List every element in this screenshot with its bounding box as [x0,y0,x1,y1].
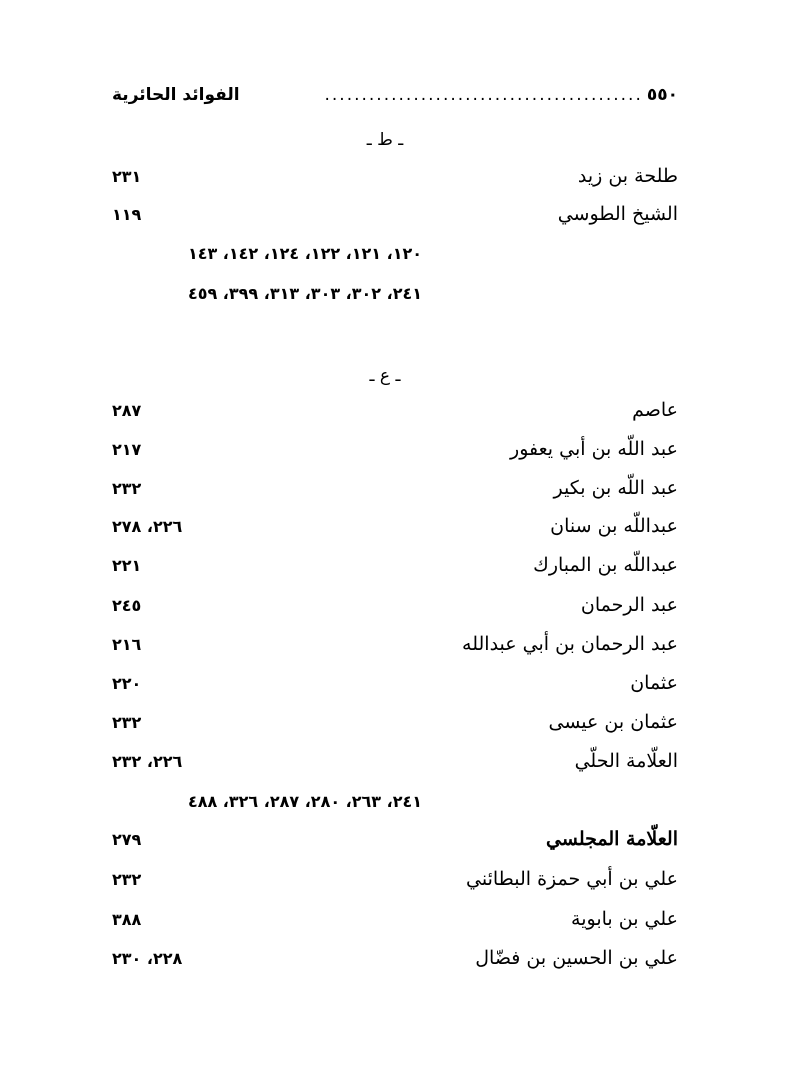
entry-pages-continuation: ١٢٠، ١٢١، ١٢٢، ١٢٤، ١٤٢، ١٤٣ [187,244,422,263]
entry-pages: ٢٢٦، ٢٣٢ [112,752,183,771]
entry-pages: ١١٩ [112,205,142,224]
entry-pages: ٢٢٨، ٢٣٠ [112,949,183,968]
entry-name: العلّامة الحلّي [574,750,678,772]
index-entry [112,711,678,743]
index-entry [112,672,678,704]
section-letter-ain: ـ ع ـ [369,366,401,386]
index-entry [112,515,678,547]
entry-name: عبداللّه بن المبارك [533,554,678,576]
book-title: الفوائد الحائرية [112,85,240,105]
entry-pages: ٣٨٨ [112,910,142,929]
entry-name: طلحة بن زيد [577,165,678,187]
entry-pages: ٢٧٩ [112,830,142,849]
entry-pages: ٢٢١ [112,556,142,575]
entry-name: العلّامة المجلسي [546,828,678,850]
index-entry [112,203,678,235]
entry-name: عاصم [632,399,678,421]
index-entry [112,438,678,470]
entry-pages: ٢٣٢ [112,479,142,498]
entry-pages: ٢٣٢ [112,713,142,732]
section-letter-ta: ـ ط ـ [366,130,404,150]
index-entry [112,554,678,586]
index-entry [112,594,678,626]
entry-name: عثمان بن عيسى [548,711,678,733]
index-entry [112,868,678,900]
index-entry [112,908,678,940]
index-entry [112,947,678,979]
entry-name: عبد الرحمان [580,594,678,616]
entry-name: عبد اللّه بن أبي يعفور [510,438,678,460]
index-entry [112,750,678,782]
entry-name: الشيخ الطوسي [557,203,678,225]
entry-name: علي بن أبي حمزة البطائني [466,868,678,890]
entry-pages: ٢٢٠ [112,674,142,693]
entry-pages: ٢٢٦، ٢٧٨ [112,517,183,536]
entry-name: علي بن بابوية [571,908,678,930]
entry-pages: ٢١٧ [112,440,142,459]
index-entry [112,399,678,431]
entry-pages: ٢٤٥ [112,596,142,615]
entry-name: عبد اللّه بن بكير [553,477,678,499]
index-entry [112,165,678,197]
entry-pages: ٢١٦ [112,635,142,654]
index-entry [112,828,678,860]
entry-name: عثمان [630,672,678,694]
index-entry [112,633,678,665]
entry-pages-continuation: ٢٤١، ٣٠٢، ٣٠٣، ٣١٣، ٣٩٩، ٤٥٩ [187,284,422,303]
entry-pages: ٢٣١ [112,167,142,186]
entry-pages: ٢٣٢ [112,870,142,889]
entry-name: عبداللّه بن سنان [550,515,678,537]
page-number: ٥٥٠ [646,85,678,105]
entry-name: علي بن الحسين بن فضّال [475,947,678,969]
entry-pages-continuation: ٢٤١، ٢٦٣، ٢٨٠، ٢٨٧، ٣٢٦، ٤٨٨ [187,792,422,811]
entry-name: عبد الرحمان بن أبي عبدالله [462,633,678,655]
index-entry [112,477,678,509]
leader-dots: ........................................... [324,85,643,105]
page-header [112,80,678,110]
entry-pages: ٢٨٧ [112,401,142,420]
